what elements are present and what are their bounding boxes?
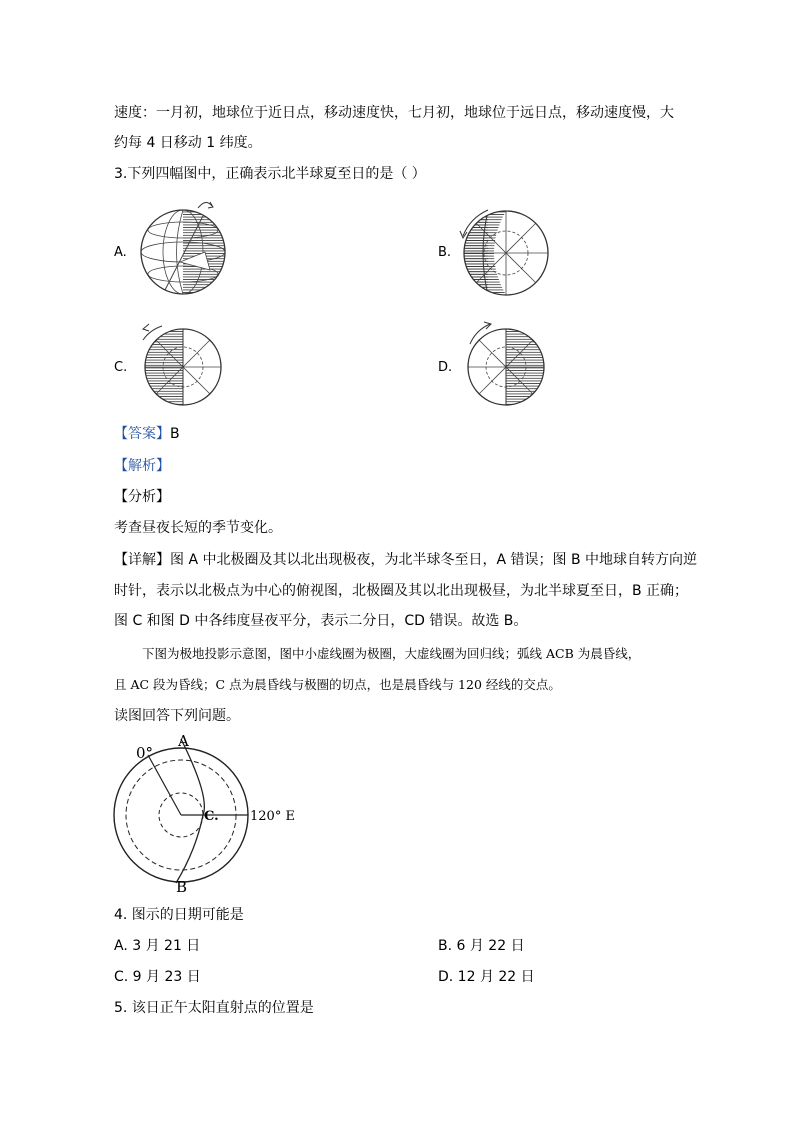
q3-option-c-label[interactable]: C. — [114, 360, 128, 375]
label-point-c: C. — [204, 809, 219, 824]
q4-stem: 4. 图示的日期可能是 — [114, 907, 244, 923]
fenxi-text: 考查昼夜长短的季节变化。 — [114, 520, 282, 536]
label-point-a: A — [178, 732, 189, 750]
q3-option-d-label[interactable]: D. — [438, 360, 453, 375]
detail-line-3: 图 C 和图 D 中各纬度昼夜平分，表示二分日，CD 错误。故选 B。 — [114, 613, 528, 629]
q3-diagram-a — [141, 202, 225, 294]
q3-diagram-c — [143, 324, 221, 405]
q3-option-b-label[interactable]: B. — [438, 245, 452, 260]
q3-diagrams — [0, 0, 794, 420]
q3-diagram-b — [460, 210, 548, 295]
detail-line-2: 时针，表示以北极点为中心的俯视图，北极圈及其以北出现极昼，为北半球夏至日，B 正确； — [114, 583, 689, 599]
passage-line-1: 下图为极地投影示意图，图中小虚线圈为极圈，大虚线圈为回归线；弧线 ACB 为晨昏线， — [142, 646, 641, 661]
answer-value: B — [170, 426, 180, 442]
detail-tag: 【详解】 — [114, 552, 170, 568]
answer-tag: 【答案】 — [114, 426, 170, 442]
intro-line-2: 约每 4 日移动 1 纬度。 — [114, 135, 262, 151]
intro-line-1: 速度：一月初，地球位于近日点，移动速度快，七月初，地球位于远日点，移动速度慢，大 — [114, 105, 674, 121]
q4-option-b[interactable]: B. 6 月 22 日 — [438, 938, 525, 954]
read-prompt: 读图回答下列问题。 — [114, 708, 240, 724]
q4-option-c[interactable]: C. 9 月 23 日 — [114, 969, 201, 985]
q3-stem: 3.下列四幅图中，正确表示北半球夏至日的是（ ） — [114, 166, 426, 182]
jiexi-tag: 【解析】 — [114, 458, 170, 474]
label-zero-degree: 0° — [136, 744, 154, 762]
polar-figure — [0, 725, 794, 895]
q3-option-a-label[interactable]: A. — [114, 245, 127, 260]
detail-line-1 — [114, 550, 697, 570]
label-120e: 120° E — [250, 809, 295, 824]
passage-line-2: 且 AC 段为昏线；C 点为晨昏线与极圈的切点，也是晨昏线与 120 经线的交点。 — [114, 677, 561, 692]
label-point-b: B — [176, 878, 188, 896]
detail-text-1: 图 A 中北极圈及其以北出现极夜，为北半球冬至日，A 错误；图 B 中地球自转方向逆 — [170, 552, 698, 568]
q4-option-a[interactable]: A. 3 月 21 日 — [114, 938, 201, 954]
q5-stem: 5. 该日正午太阳直射点的位置是 — [114, 1000, 314, 1016]
answer-line — [114, 424, 180, 444]
q3-diagram-d — [468, 322, 544, 405]
fenxi-tag: 【分析】 — [114, 489, 170, 505]
q4-option-d[interactable]: D. 12 月 22 日 — [438, 969, 535, 985]
